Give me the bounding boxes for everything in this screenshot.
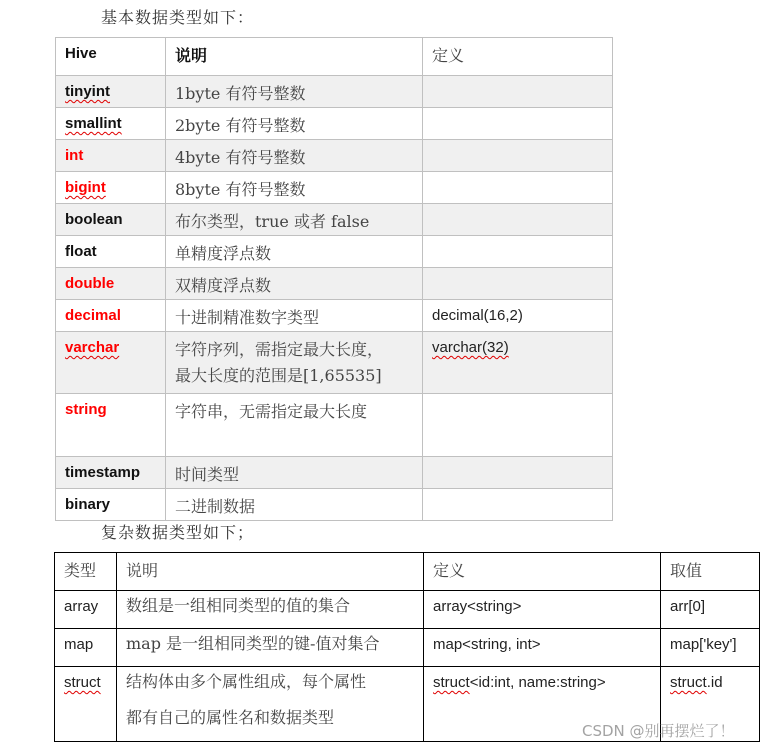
type-definition: map<string, int> bbox=[433, 636, 541, 653]
type-description-line2: 最大长度的范围是[1,65535] bbox=[175, 366, 382, 385]
table-row bbox=[56, 332, 613, 394]
table-row bbox=[56, 489, 613, 521]
type-name: map bbox=[64, 636, 94, 653]
header-access: 取值 bbox=[670, 561, 703, 580]
table-row bbox=[56, 236, 613, 268]
complex-types-intro: 复杂数据类型如下； bbox=[101, 523, 255, 542]
type-description: 字符串，无需指定最大长度 bbox=[175, 402, 368, 421]
type-name: boolean bbox=[65, 211, 123, 228]
table-row bbox=[56, 76, 613, 108]
type-name: timestamp bbox=[65, 464, 141, 481]
type-name: tinyint bbox=[65, 83, 110, 100]
type-name: varchar bbox=[65, 339, 120, 356]
type-description-line2: 都有自己的属性名和数据类型 bbox=[126, 708, 335, 727]
table-row bbox=[55, 591, 760, 629]
type-description: 结构体由多个属性组成，每个属性 bbox=[126, 672, 367, 691]
type-name: float bbox=[65, 243, 97, 260]
table-row bbox=[56, 140, 613, 172]
type-name: array bbox=[64, 598, 99, 615]
type-description: 1byte 有符号整数 bbox=[175, 84, 306, 103]
type-access: map['key'] bbox=[670, 636, 737, 653]
type-definition: array<string> bbox=[433, 598, 522, 615]
type-description: 4byte 有符号整数 bbox=[175, 148, 306, 167]
header-definition: 定义 bbox=[432, 46, 465, 65]
basic-types-intro: 基本数据类型如下： bbox=[101, 8, 255, 27]
table-row bbox=[56, 172, 613, 204]
type-access bbox=[670, 674, 723, 691]
type-description: 布尔类型，true 或者 false bbox=[175, 212, 370, 231]
header-hive: Hive bbox=[65, 45, 97, 62]
type-description: 单精度浮点数 bbox=[175, 244, 272, 263]
struct-fields: <id:int, name:string> bbox=[469, 674, 606, 691]
type-definition bbox=[433, 674, 606, 691]
struct-keyword: struct bbox=[433, 674, 470, 691]
complex-types-table bbox=[54, 552, 760, 742]
type-name: bigint bbox=[65, 179, 106, 196]
type-description: 数组是一组相同类型的值的集合 bbox=[126, 596, 351, 615]
type-name: smallint bbox=[65, 115, 122, 132]
struct-field-ref: .id bbox=[706, 674, 723, 691]
table-row bbox=[56, 394, 613, 457]
type-description: 十进制精准数字类型 bbox=[175, 308, 320, 327]
type-description: 时间类型 bbox=[175, 465, 240, 484]
type-description: 字符序列，需指定最大长度， bbox=[175, 340, 384, 359]
type-description: map 是一组相同类型的键-值对集合 bbox=[126, 634, 380, 653]
basic-types-table bbox=[55, 37, 613, 521]
header-description: 说明 bbox=[175, 46, 208, 65]
struct-ref: struct bbox=[670, 674, 707, 691]
header-description: 说明 bbox=[126, 561, 159, 580]
type-name: double bbox=[65, 275, 115, 292]
header-type: 类型 bbox=[64, 561, 97, 580]
table-row bbox=[55, 629, 760, 667]
csdn-watermark: CSDN @别再摆烂了！ bbox=[582, 722, 735, 740]
table-row bbox=[56, 268, 613, 300]
type-description: 双精度浮点数 bbox=[175, 276, 272, 295]
table-row bbox=[56, 457, 613, 489]
type-access: arr[0] bbox=[670, 598, 706, 615]
type-description: 2byte 有符号整数 bbox=[175, 116, 306, 135]
type-definition: varchar(32) bbox=[432, 339, 509, 356]
type-name: binary bbox=[65, 496, 111, 513]
type-name: decimal bbox=[65, 307, 121, 324]
table-row bbox=[56, 108, 613, 140]
type-description: 8byte 有符号整数 bbox=[175, 180, 306, 199]
table-header-row bbox=[55, 553, 760, 591]
table-row bbox=[56, 300, 613, 332]
type-name: int bbox=[65, 147, 84, 164]
type-name: string bbox=[65, 401, 107, 418]
table-row bbox=[56, 204, 613, 236]
type-description: 二进制数据 bbox=[175, 497, 256, 516]
type-definition: decimal(16,2) bbox=[432, 307, 523, 324]
type-name: struct bbox=[64, 674, 101, 691]
table-header-row bbox=[56, 38, 613, 76]
header-definition: 定义 bbox=[433, 561, 466, 580]
